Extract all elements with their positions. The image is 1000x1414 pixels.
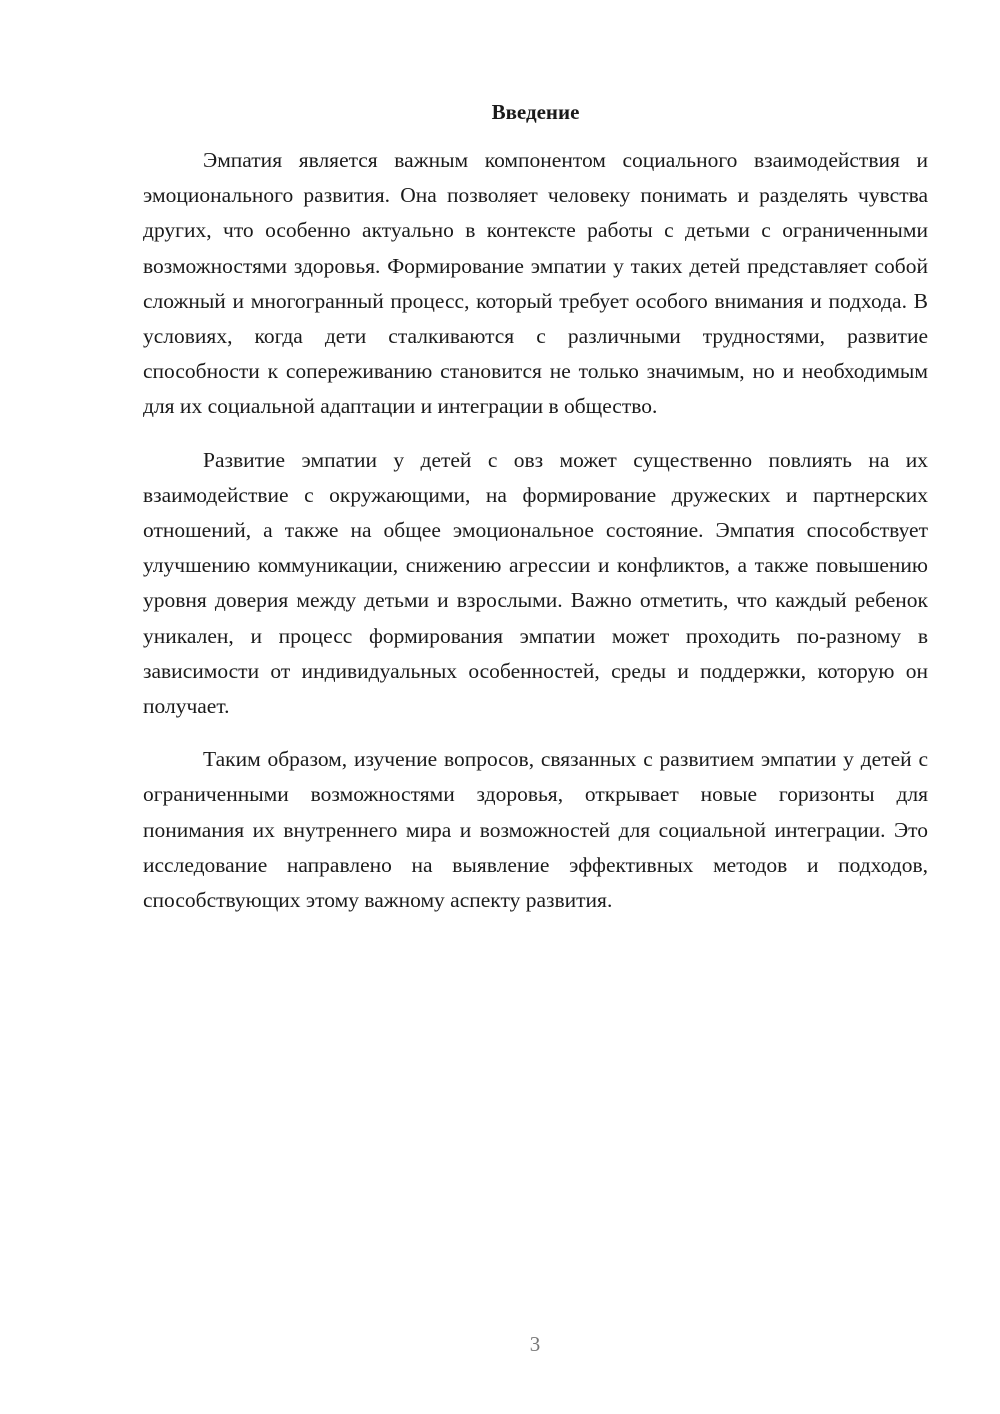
paragraph-1: Эмпатия является важным компонентом социального взаимодействия и эмоционального развития. Она позволяет человеку понимать и разделять чувства других, что особенно актуально в контексте работы с детьми с ограниченными возможностями здоровья. Формирование эмпатии у таких детей представляет собой сложный и многогранный процесс, который требует особого внимания и подхода. В условиях, когда дети сталкиваются с различными трудностями, развитие способности к сопереживанию становится не только значимым, но и необходимым для их социальной адаптации и интеграции в общество. xyxy=(143,148,928,419)
paragraph-3: Таким образом, изучение вопросов, связанных с развитием эмпатии у детей с ограниченными возможностями здоровья, открывает новые горизонты для понимания их внутреннего мира и возможностей для социальной интеграции. Это исследование направлено на выявление эффективных методов и подходов, способствующих этому важному аспекту развития. xyxy=(143,747,928,913)
body-text xyxy=(143,143,928,936)
section-heading: Введение xyxy=(491,100,580,124)
paragraph-2: Развитие эмпатии у детей с овз может существенно повлиять на их взаимодействие с окружающими, на формирование дружеских и партнерских отношений, а также на общее эмоциональное состояние. Эмпатия способствует улучшению коммуникации, снижению агрессии и конфликтов, а также повышению уровня доверия между детьми и взрослыми. Важно отметить, что каждый ребенок уникален, и процесс формирования эмпатии может проходить по-разному в зависимости от индивидуальных особенностей, среды и поддержки, которую он получает. xyxy=(143,447,928,719)
page-number: 3 xyxy=(529,1332,541,1356)
